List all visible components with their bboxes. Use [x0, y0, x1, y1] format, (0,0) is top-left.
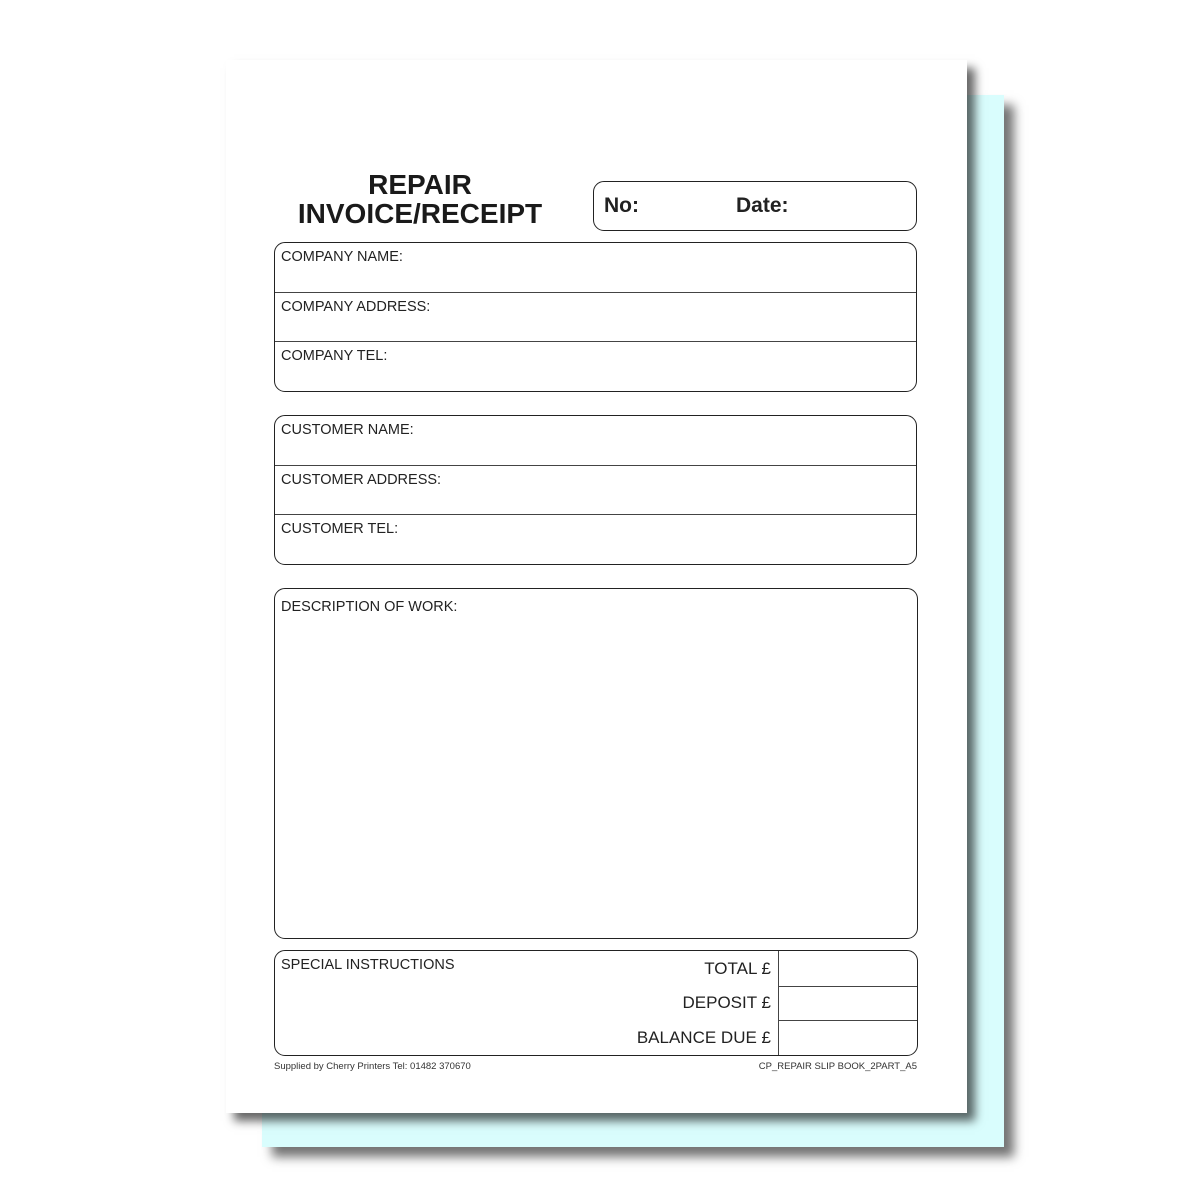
title-line-2: INVOICE/RECEIPT: [297, 198, 543, 229]
totals-box: [274, 950, 918, 1056]
company-tel-label: COMPANY TEL:: [281, 348, 388, 364]
date-label: Date:: [736, 194, 789, 217]
special-instructions-label: SPECIAL INSTRUCTIONS: [281, 957, 455, 973]
company-address-label: COMPANY ADDRESS:: [281, 299, 431, 315]
balance-amount-cell[interactable]: [780, 1021, 917, 1055]
company-name-label: COMPANY NAME:: [281, 249, 403, 265]
balance-due-label: BALANCE DUE £: [636, 1028, 771, 1047]
description-label: DESCRIPTION OF WORK:: [281, 599, 458, 615]
title-line-1: REPAIR: [368, 169, 472, 200]
deposit-amount-cell[interactable]: [780, 987, 917, 1020]
description-of-work-box[interactable]: [274, 588, 918, 939]
number-label: No:: [604, 194, 639, 217]
form-title: [260, 170, 580, 228]
customer-name-field[interactable]: [275, 416, 916, 465]
total-amount-cell[interactable]: [780, 951, 917, 986]
company-details-box: [274, 242, 917, 392]
company-tel-field[interactable]: [275, 341, 916, 391]
customer-address-field[interactable]: [275, 465, 916, 515]
customer-details-box: [274, 415, 917, 565]
company-name-field[interactable]: [275, 243, 916, 292]
total-label: TOTAL £: [704, 959, 771, 978]
number-date-box: [593, 181, 917, 231]
form-code-footer: CP_REPAIR SLIP BOOK_2PART_A5: [758, 1061, 917, 1072]
supplier-footer: Supplied by Cherry Printers Tel: 01482 370670: [274, 1061, 471, 1072]
customer-name-label: CUSTOMER NAME:: [281, 422, 414, 438]
amount-column-divider: [778, 951, 779, 1055]
customer-tel-label: CUSTOMER TEL:: [281, 521, 399, 537]
company-address-field[interactable]: [275, 292, 916, 342]
customer-tel-field[interactable]: [275, 514, 916, 564]
customer-address-label: CUSTOMER ADDRESS:: [281, 472, 442, 488]
deposit-label: DEPOSIT £: [682, 993, 771, 1012]
